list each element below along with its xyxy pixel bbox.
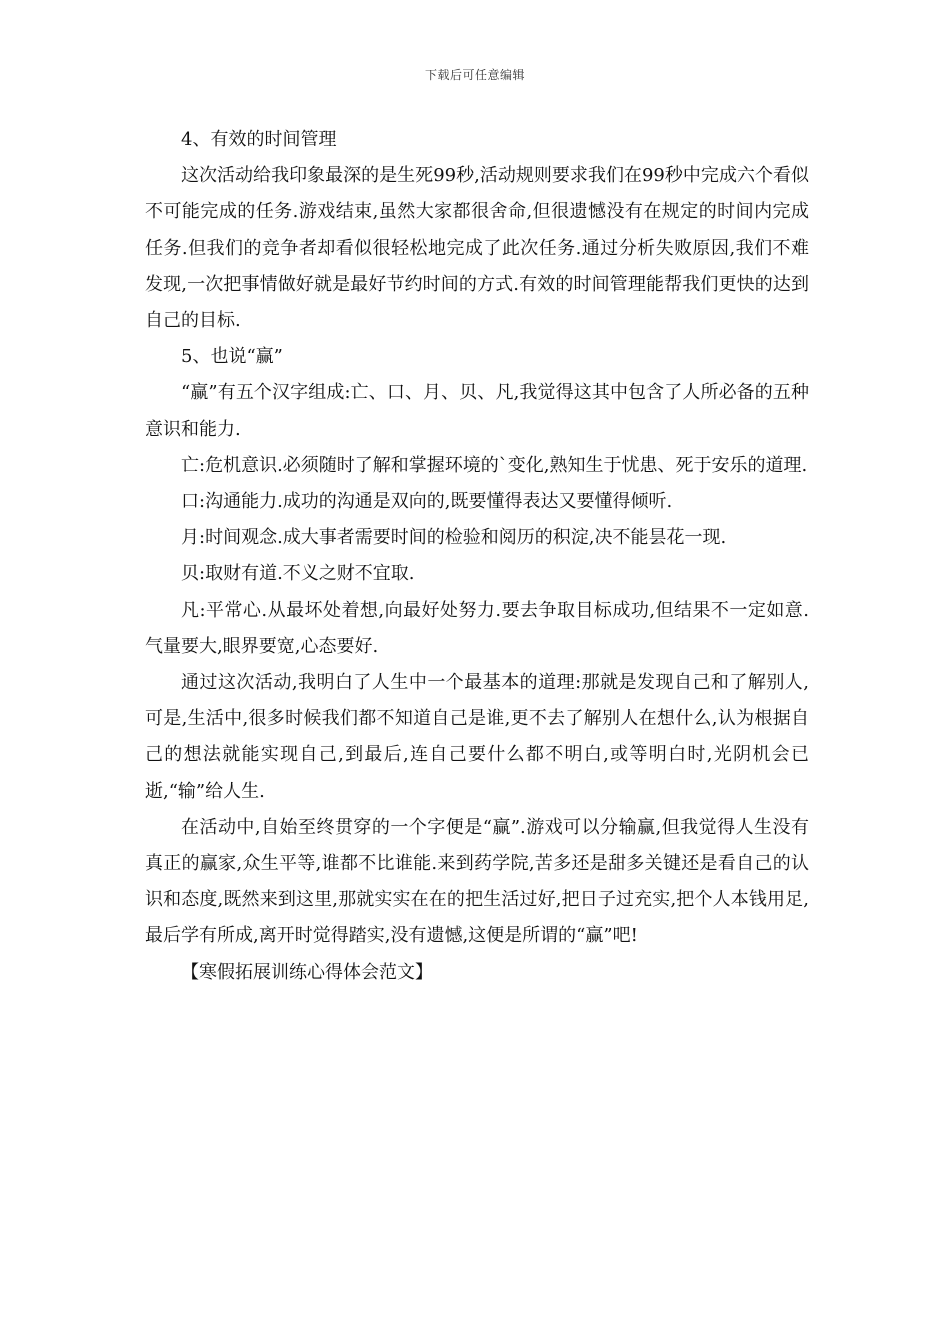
paragraph-life-lesson: 通过这次活动,我明白了人生中一个最基本的道理:那就是发现自己和了解别人,可是,生活中,很多时候我们都不知道自己是谁,更不去了解别人在想什么,认为根据自己的想法就能实现自己,到最后,连自己要什么都不明白,或等明白时,光阴机会已逝,“输”给人生. bbox=[145, 672, 809, 802]
paragraph-win-components: “赢”有五个汉字组成:亡、口、月、贝、凡,我觉得这其中包含了人所必备的五种意识和能力. bbox=[145, 382, 809, 440]
paragraph-bei: 贝:取财有道.不义之财不宜取. bbox=[181, 563, 415, 585]
page-header: 下载后可任意编辑 bbox=[424, 68, 525, 82]
section-heading-win: 5、也说“赢” bbox=[181, 346, 283, 368]
next-article-title: 【寒假拓展训练心得体会范文】 bbox=[181, 961, 433, 983]
paragraph-fan: 凡:平常心.从最坏处着想,向最好处努力.要去争取目标成功,但结果不一定如意.气量要大,眼界要宽,心态要好. bbox=[145, 599, 809, 657]
paragraph-conclusion: 在活动中,自始至终贯穿的一个字便是“赢”.游戏可以分输赢,但我觉得人生没有真正的赢家,众生平等,谁都不比谁能.来到药学院,苦多还是甜多关键还是看自己的认识和态度,既然来到这里,那就实实在在的把生活过好,把日子过充实,把个人本钱用足,最后学有所成,离开时觉得踏实,没有遗憾,这便是所谓的“赢”吧! bbox=[145, 816, 809, 947]
paragraph-kou: 口:沟通能力.成功的沟通是双向的,既要懂得表达又要懂得倾听. bbox=[181, 491, 673, 513]
paragraph-wang: 亡:危机意识.必须随时了解和掌握环境的`变化,熟知生于忧患、死于安乐的道理. bbox=[181, 454, 808, 476]
paragraph-99-seconds: 这次活动给我印象最深的是生死99秒,活动规则要求我们在99秒中完成六个看似不可能完成的任务.游戏结束,虽然大家都很舍命,但很遗憾没有在规定的时间内完成任务.但我们的竞争者却看似很轻松地完成了此次任务.通过分析失败原因,我们不难发现,一次把事情做好就是最好节约时间的方式.有效的时间管理能帮我们更快的达到自己的目标. bbox=[145, 165, 809, 332]
paragraph-yue: 月:时间观念.成大事者需要时间的检验和阅历的积淀,决不能昙花一现. bbox=[181, 527, 727, 549]
section-heading-time-management: 4、有效的时间管理 bbox=[181, 129, 337, 150]
document-body bbox=[145, 122, 809, 991]
